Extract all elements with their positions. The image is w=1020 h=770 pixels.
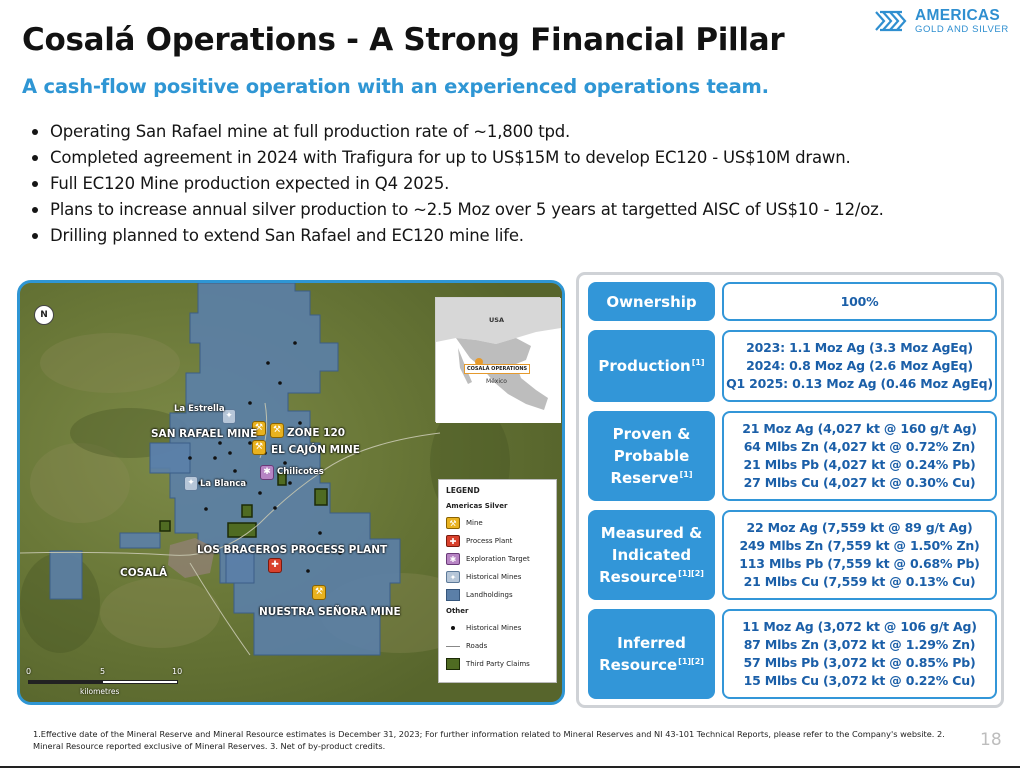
measured-indicated-label: Measured & Indicated Resource[1][2]	[588, 510, 715, 600]
slide-title: Cosalá Operations - A Strong Financial Pillar	[22, 22, 785, 58]
production-label: Production[1]	[588, 330, 715, 402]
legend-item-third-party-claims: Third Party Claims	[446, 655, 549, 673]
bullet-list	[30, 119, 1015, 249]
legend-section-americas-silver: Americas Silver	[446, 502, 508, 510]
bullet-item: Operating San Rafael mine at full production rate of ~1,800 tpd.	[30, 119, 1015, 145]
logo-tagline: GOLD AND SILVER	[915, 24, 1009, 35]
bullet-item: Full EC120 Mine production expected in Q4 2025.	[30, 171, 1015, 197]
map-label-san-rafael: SAN RAFAEL MINE	[151, 428, 258, 440]
map-label-nuestra-senora: NUESTRA SEÑORA MINE	[259, 606, 401, 618]
legend-item-historical-mines: ✦ Historical Mines	[446, 568, 549, 586]
historical-mine-icon: ✦	[446, 571, 460, 583]
scale-tick: 10	[172, 667, 183, 676]
company-logo	[874, 8, 1014, 36]
landholdings-swatch-icon	[446, 589, 460, 601]
legend-item-process-plant: ✚ Process Plant	[446, 532, 549, 550]
reserve-value: 21 Moz Ag (4,027 kt @ 160 g/t Ag) 64 Mlbs Zn (4,027 kt @ 0.72% Zn) 21 Mlbs Pb (4,027 kt @ 0.24% Pb) 27 Mlbs Cu (4,027 kt @ 0.30% Cu)	[722, 411, 997, 501]
inset-label-cosala-operations: COSALÁ OPERATIONS	[464, 364, 530, 374]
map-label-zone-120: ZONE 120	[287, 427, 346, 439]
bottom-divider	[0, 766, 1020, 768]
logo-wordmark: AMERICAS	[915, 7, 1001, 24]
inferred-value: 11 Moz Ag (3,072 kt @ 106 g/t Ag) 87 Mlbs Zn (3,072 kt @ 1.29% Zn) 57 Mlbs Pb (3,072 kt @ 0.85% Pb) 15 Mlbs Cu (3,072 kt @ 0.22% Cu)	[722, 609, 997, 699]
legend-item-mine: ⚒ Mine	[446, 514, 549, 532]
mine-icon: ⚒	[270, 423, 284, 438]
ownership-value: 100%	[722, 282, 997, 321]
stats-panel	[576, 272, 1004, 708]
bullet-item: Plans to increase annual silver production to ~2.5 Moz over 5 years at targetted AISC of US$10 - 12/oz.	[30, 197, 1015, 223]
mine-icon: ⚒	[446, 517, 460, 529]
inset-label-mexico: México	[486, 378, 507, 385]
map-label-el-cajon: EL CAJÓN MINE	[271, 444, 360, 456]
legend-item-landholdings: Landholdings	[446, 586, 549, 604]
mine-icon: ⚒	[312, 585, 326, 600]
exploration-target-icon: ✱	[260, 465, 274, 480]
road-line-icon	[446, 640, 460, 652]
map-label-chilicotes: Chilicotes	[277, 467, 324, 477]
legend-item-other-historical-mines: Historical Mines	[446, 619, 549, 637]
production-value: 2023: 1.1 Moz Ag (3.3 Moz AgEq) 2024: 0.8 Moz Ag (2.6 Moz AgEq) Q1 2025: 0.13 Moz Ag (0.46 Moz AgEq)	[722, 330, 997, 402]
process-plant-icon: ✚	[446, 535, 460, 547]
legend-title: LEGEND	[446, 486, 480, 495]
mine-icon: ⚒	[252, 440, 266, 455]
scale-unit: kilometres	[80, 687, 120, 696]
map-label-la-estrella: La Estrella	[174, 404, 225, 414]
map-label-la-blanca: La Blanca	[200, 479, 247, 489]
reserve-label: Proven & Probable Reserve[1]	[588, 411, 715, 501]
dot-icon	[446, 622, 460, 634]
scale-tick: 0	[26, 667, 32, 676]
location-inset-map	[435, 297, 560, 422]
logo-mark-icon	[874, 8, 908, 34]
historical-mine-icon: ✦	[222, 409, 236, 424]
map-scale-bar	[26, 667, 186, 697]
slide-subtitle: A cash-flow positive operation with an experienced operations team.	[22, 75, 769, 98]
footnote: 1.Effective date of the Mineral Reserve and Mineral Resource estimates is December 31, 2023; For further information related to Mineral Reserves and NI 43-101 Technical Reports, please refer to the Company's website. 2. Mineral Resource reported exclusive of Mineral Reserves. 3. Net of by-product credits.	[33, 729, 945, 751]
ownership-label: Ownership	[588, 282, 715, 321]
map-label-los-braceros: LOS BRACEROS PROCESS PLANT	[197, 544, 388, 556]
scale-line-segment	[28, 680, 103, 684]
map-label-cosala: COSALÁ	[120, 567, 168, 579]
operations-map	[17, 280, 565, 705]
mine-icon: ⚒	[252, 421, 266, 436]
process-plant-icon: ✚	[268, 558, 282, 573]
legend-section-other: Other	[446, 607, 469, 615]
map-legend	[438, 479, 557, 683]
third-party-swatch-icon	[446, 658, 460, 670]
north-arrow-icon: N	[34, 305, 54, 325]
measured-indicated-value: 22 Moz Ag (7,559 kt @ 89 g/t Ag) 249 Mlbs Zn (7,559 kt @ 1.50% Zn) 113 Mlbs Pb (7,559 kt @ 0.68% Pb) 21 Mlbs Cu (7,559 kt @ 0.13% Cu)	[722, 510, 997, 600]
historical-mine-icon: ✦	[184, 476, 198, 491]
scale-tick: 5	[100, 667, 106, 676]
legend-item-roads: Roads	[446, 637, 549, 655]
legend-item-exploration-target: ✱ Exploration Target	[446, 550, 549, 568]
page-number: 18	[980, 730, 1002, 750]
inferred-label: Inferred Resource[1][2]	[588, 609, 715, 699]
exploration-target-icon: ✱	[446, 553, 460, 565]
bullet-item: Completed agreement in 2024 with Trafigura for up to US$15M to develop EC120 - US$10M drawn.	[30, 145, 1015, 171]
inset-label-usa: USA	[489, 316, 504, 324]
bullet-item: Drilling planned to extend San Rafael and EC120 mine life.	[30, 223, 1015, 249]
